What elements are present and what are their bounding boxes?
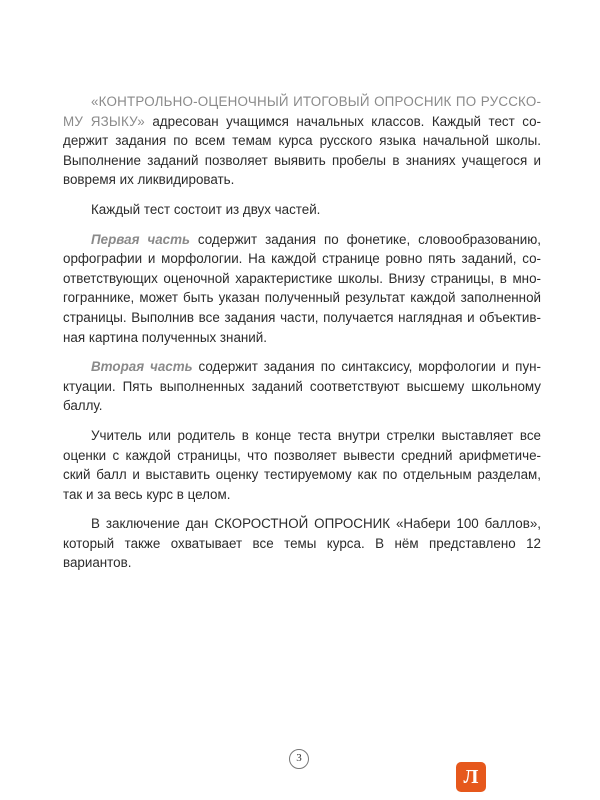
publisher-logo-icon <box>456 762 486 792</box>
paragraph-intro <box>63 92 541 190</box>
paragraph-structure: Каждый тест состоит из двух частей. <box>91 201 321 217</box>
paragraph-conclusion: В заключение дан СКОРОСТНОЙ ОПРОСНИК «Набери 100 баллов», который также охватывает все темы курса. В нём представлено 12 вариантов. <box>63 516 541 571</box>
first-part-text: содержит задания по фонетике, словообразованию, орфографии и морфологии. На каждой странице ровно пять заданий, соответствующих оценочной характеристике школы. Внизу страницы, в многограннике, может быть указан полученный результат каждой заполненной страницы. Выполнив все задания части, получается наглядная и объективная картина полученных знаний. <box>63 231 541 345</box>
page-number: 3 <box>289 749 309 769</box>
paragraph-first-part <box>63 230 541 348</box>
second-part-lead: Вторая часть <box>91 359 193 375</box>
first-part-lead: Первая часть <box>91 231 190 247</box>
title-caps: «КОНТРОЛЬНО-ОЦЕНОЧНЫЙ ИТОГОВЫЙ ОПРОСНИК ПО РУССКОМУ ЯЗЫКУ» <box>63 94 541 129</box>
document-body <box>63 92 541 583</box>
paragraph-teacher: Учитель или родитель в конце теста внутри стрелки выставляет все оценки с каждой страницы, что позволяет вывести средний арифметический балл и выставить оценку тестируемому как по отдельным разделам, так и за весь курс в целом. <box>63 427 541 502</box>
paragraph-intro-text: адресован учащимся начальных классов. Каждый тест содержит задания по всем темам курса русского языка начальной школы. Выполнение заданий позволяет выявить пробелы в знаниях учащегося и вовремя их ликвидировать. <box>63 113 541 188</box>
paragraph-second-part <box>63 357 541 416</box>
second-part-text: содержит задания по синтаксису, морфологии и пунктуации. Пять выполненных заданий соответствуют высшему школьному баллу. <box>63 359 541 414</box>
logo-letter: Л <box>463 765 479 788</box>
